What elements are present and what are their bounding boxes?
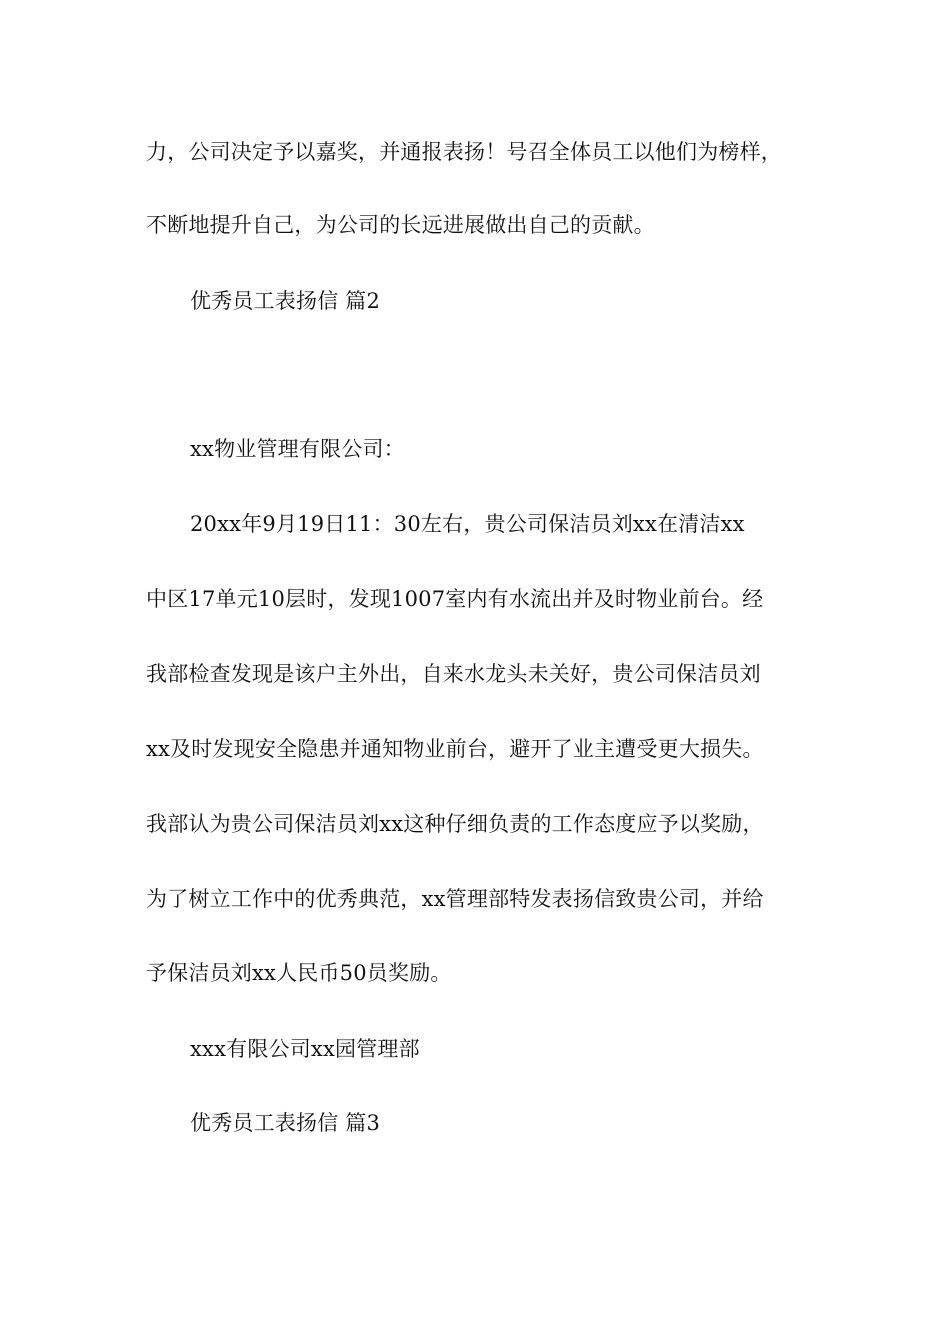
section-heading: 优秀员工表扬信 篇2: [190, 289, 381, 313]
body-text-line: 中区17单元10层时，发现1007室内有水流出并及时物业前台。经: [146, 587, 764, 611]
section-heading: 优秀员工表扬信 篇3: [190, 1111, 381, 1135]
body-text-line: xx及时发现安全隐患并通知物业前台，避开了业主遭受更大损失。: [146, 737, 764, 761]
body-text-line: 力，公司决定予以嘉奖，并通报表扬！号召全体员工以他们为榜样，: [146, 140, 782, 164]
body-text-line: 不断地提升自己，为公司的长远进展做出自己的贡献。: [146, 213, 655, 237]
letter-signature: xxx有限公司xx园管理部: [190, 1037, 420, 1061]
body-text-line: 我部检查发现是该户主外出，自来水龙头未关好，贵公司保洁员刘: [146, 662, 761, 686]
body-text-line: 20xx年9月19日11：30左右，贵公司保洁员刘xx在清洁xx: [190, 512, 745, 536]
body-text-line: 予保洁员刘xx人民币50员奖励。: [146, 961, 452, 985]
letter-salutation: xx物业管理有限公司：: [190, 437, 405, 461]
body-text-line: 我部认为贵公司保洁员刘xx这种仔细负责的工作态度应予以奖励，: [146, 812, 764, 836]
body-text-line: 为了树立工作中的优秀典范，xx管理部特发表扬信致贵公司，并给: [146, 887, 764, 911]
